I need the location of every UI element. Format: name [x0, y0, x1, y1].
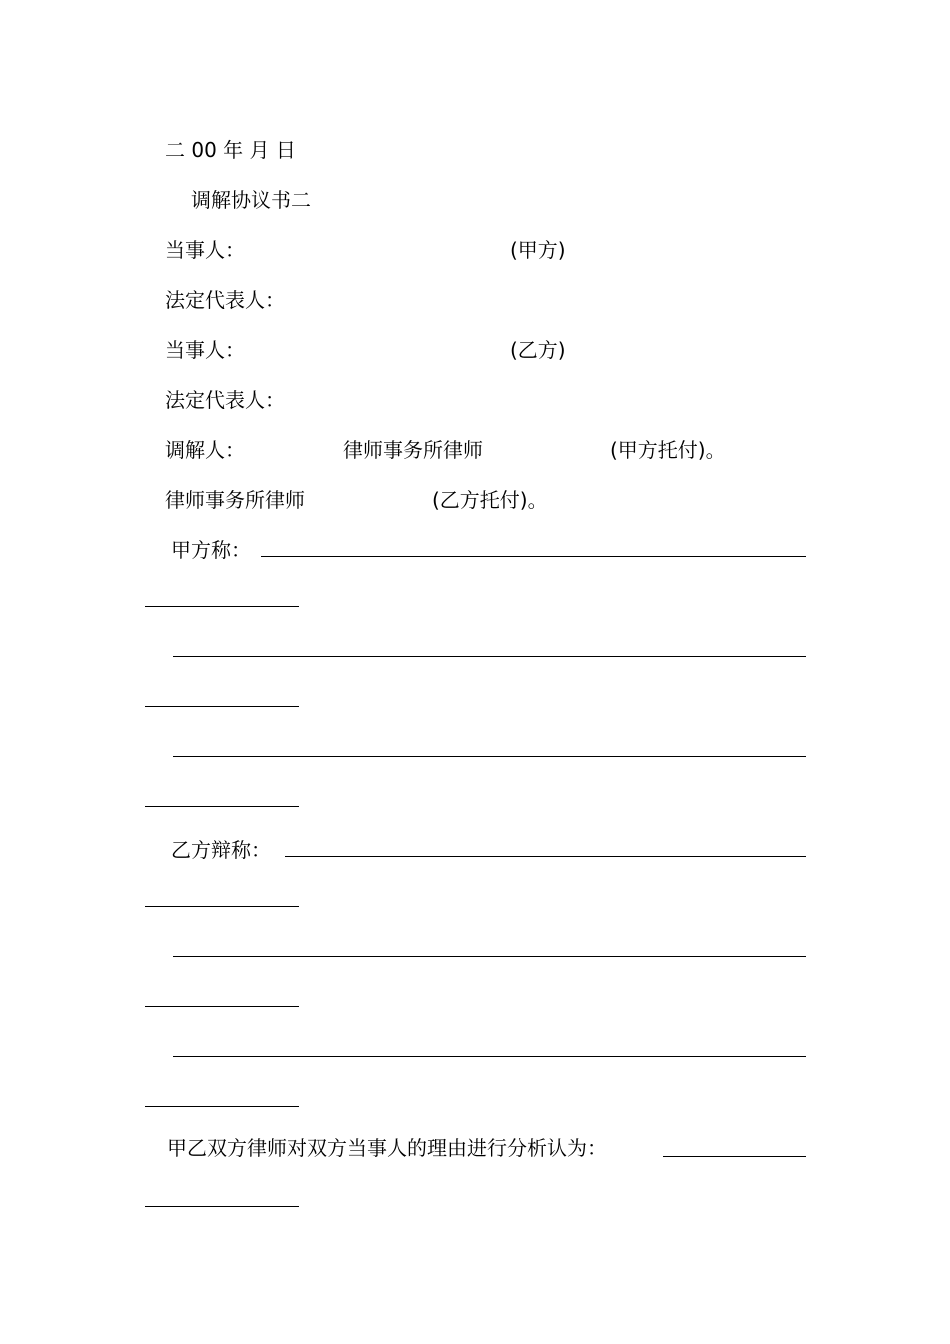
blank-line — [145, 906, 299, 907]
blank-line — [261, 556, 806, 557]
blank-line — [173, 756, 806, 757]
lawyers-analysis-label: 甲乙双方律师对双方当事人的理由进行分析认为： — [167, 1136, 607, 1160]
blank-line — [663, 1156, 806, 1157]
blank-line — [145, 706, 299, 707]
party-b-defense-label: 乙方辩称： — [171, 838, 271, 862]
date-line: 二 00 年 月 日 — [165, 138, 296, 162]
blank-line — [173, 956, 806, 957]
party-a-representative: 法定代表人： — [165, 288, 285, 312]
document-title: 调解协议书二 — [191, 188, 311, 212]
blank-line — [145, 606, 299, 607]
party-a-claims-label: 甲方称： — [171, 538, 251, 562]
blank-line — [145, 1206, 299, 1207]
blank-line — [173, 656, 806, 657]
blank-line — [173, 1056, 806, 1057]
party-b-role: (乙方) — [510, 338, 566, 362]
mediator-entrust-2: (乙方托付)。 — [432, 488, 548, 512]
mediator-label: 调解人： — [165, 438, 245, 462]
mediator-firm-2: 律师事务所律师 — [165, 488, 305, 512]
blank-line — [285, 856, 806, 857]
party-b-representative: 法定代表人： — [165, 388, 285, 412]
party-a-label: 当事人： — [165, 238, 245, 262]
party-a-role: (甲方) — [510, 238, 566, 262]
blank-line — [145, 1106, 299, 1107]
blank-line — [145, 806, 299, 807]
party-b-label: 当事人： — [165, 338, 245, 362]
mediator-entrust-1: (甲方托付)。 — [610, 438, 726, 462]
blank-line — [145, 1006, 299, 1007]
mediator-firm-1: 律师事务所律师 — [343, 438, 483, 462]
